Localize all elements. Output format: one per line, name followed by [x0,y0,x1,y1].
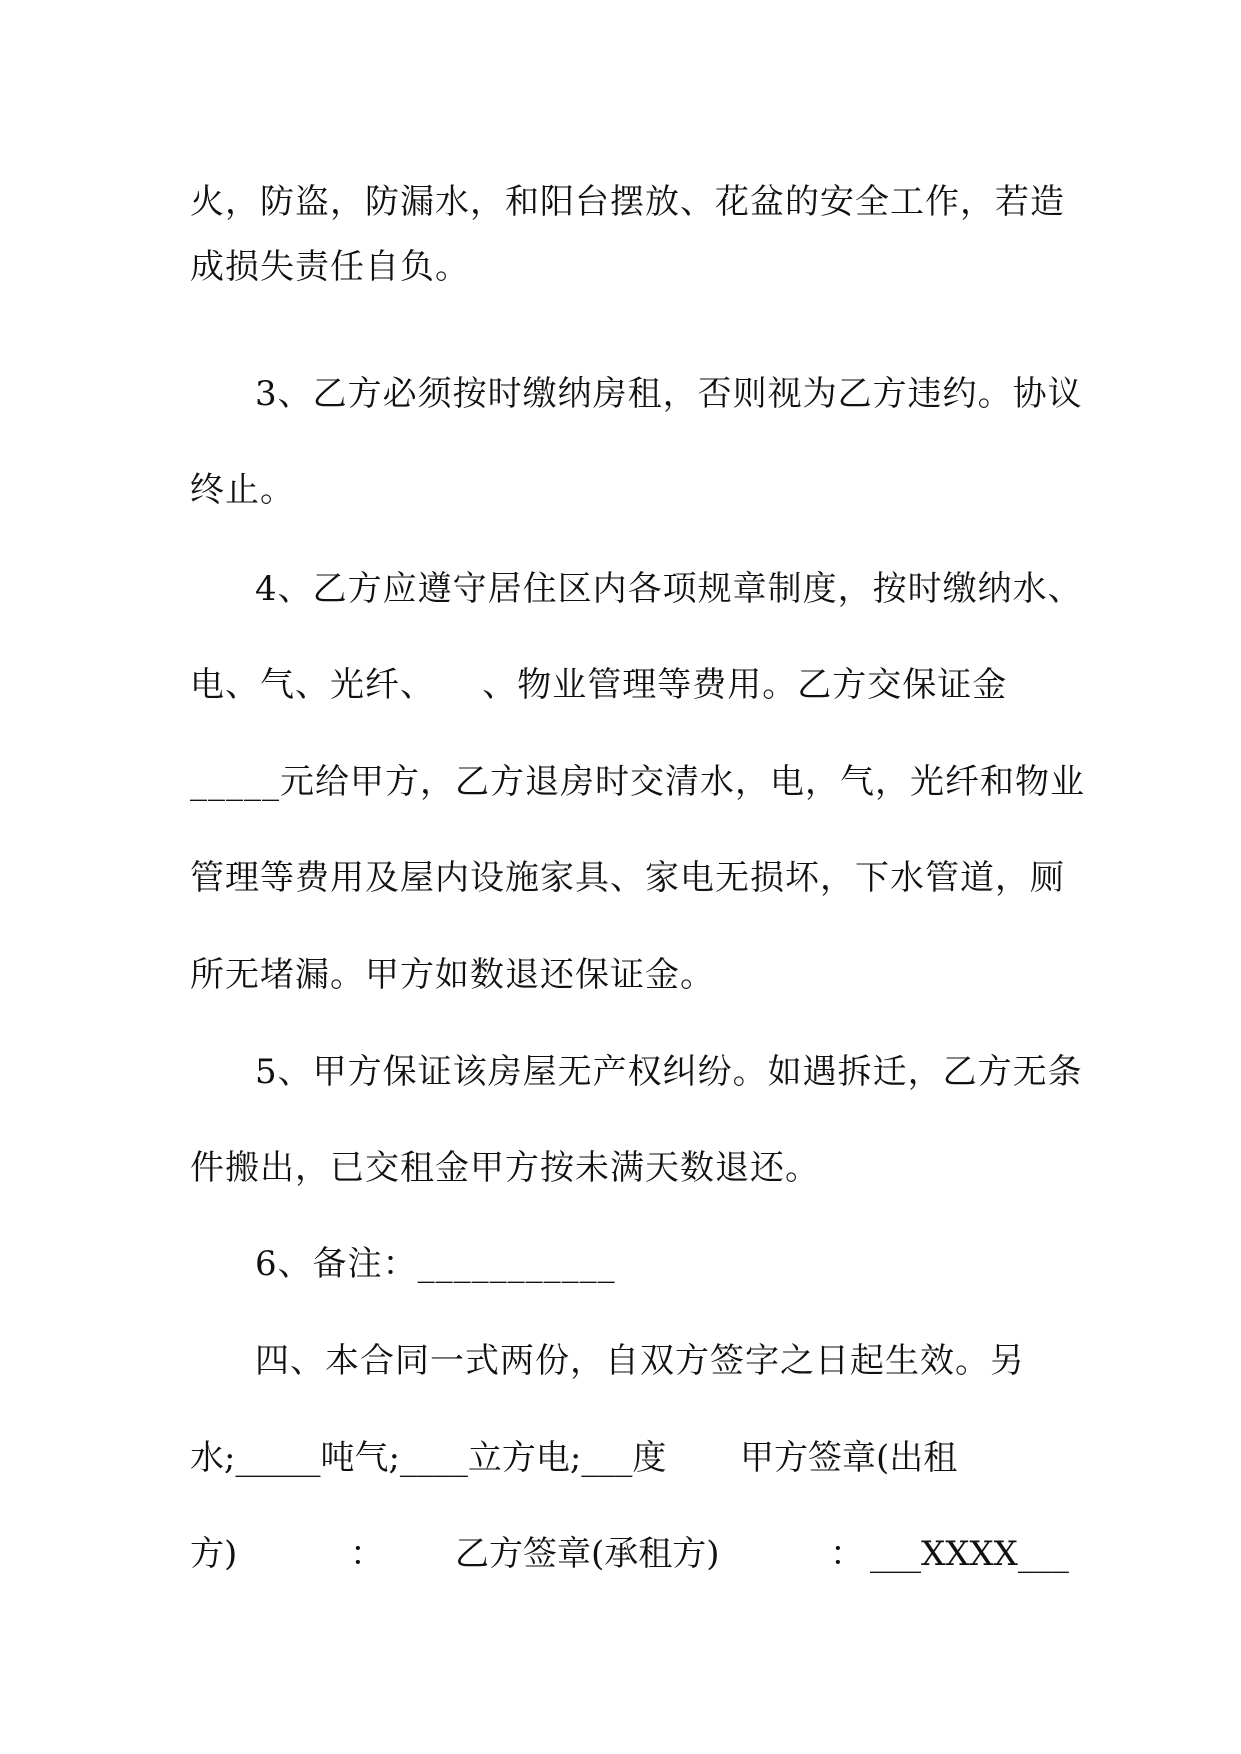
clause-6-notes: 6、备注：___________ [255,1244,616,1284]
clause-3-line: 终止。 [190,470,295,510]
party-a-signature-label-cont: 方) [190,1534,238,1574]
clause-4-line: _____元给甲方，乙方退房时交清水，电，气，光纤和物业 [190,762,1085,802]
clause-4-line: 电、气、光纤、 、物业管理等费用。乙方交保证金 [190,665,1008,705]
party-b-colon: ： [830,1534,864,1574]
clause-4-line: 管理等费用及屋内设施家具、家电无损坏，下水管道，厕 [190,858,1065,898]
paragraph-line: 火，防盗，防漏水，和阳台摆放、花盆的安全工作，若造 [190,182,1065,222]
clause-5-line: 件搬出，已交租金甲方按未满天数退还。 [190,1148,820,1188]
clause-four-line: 四、本合同一式两份，自双方签字之日起生效。另 [255,1341,1025,1381]
clause-4-line: 4、乙方应遵守居住区内各项规章制度，按时缴纳水、 [255,569,1083,609]
utilities-reading: 水;_____吨气;____立方电;___度 [190,1438,667,1478]
paragraph-line: 成损失责任自负。 [190,247,470,287]
signature-value: ___XXXX___ [870,1534,1069,1574]
clause-5-line: 5、甲方保证该房屋无产权纠纷。如遇拆迁，乙方无条 [255,1052,1083,1092]
clause-3-line: 3、乙方必须按时缴纳房租，否则视为乙方违约。协议 [255,374,1083,414]
party-a-colon: ： [350,1534,384,1574]
clause-4-line: 所无堵漏。甲方如数退还保证金。 [190,955,715,995]
party-b-signature-label: 乙方签章(承租方) [455,1534,720,1574]
party-a-signature-label: 甲方签章(出租 [740,1438,958,1478]
